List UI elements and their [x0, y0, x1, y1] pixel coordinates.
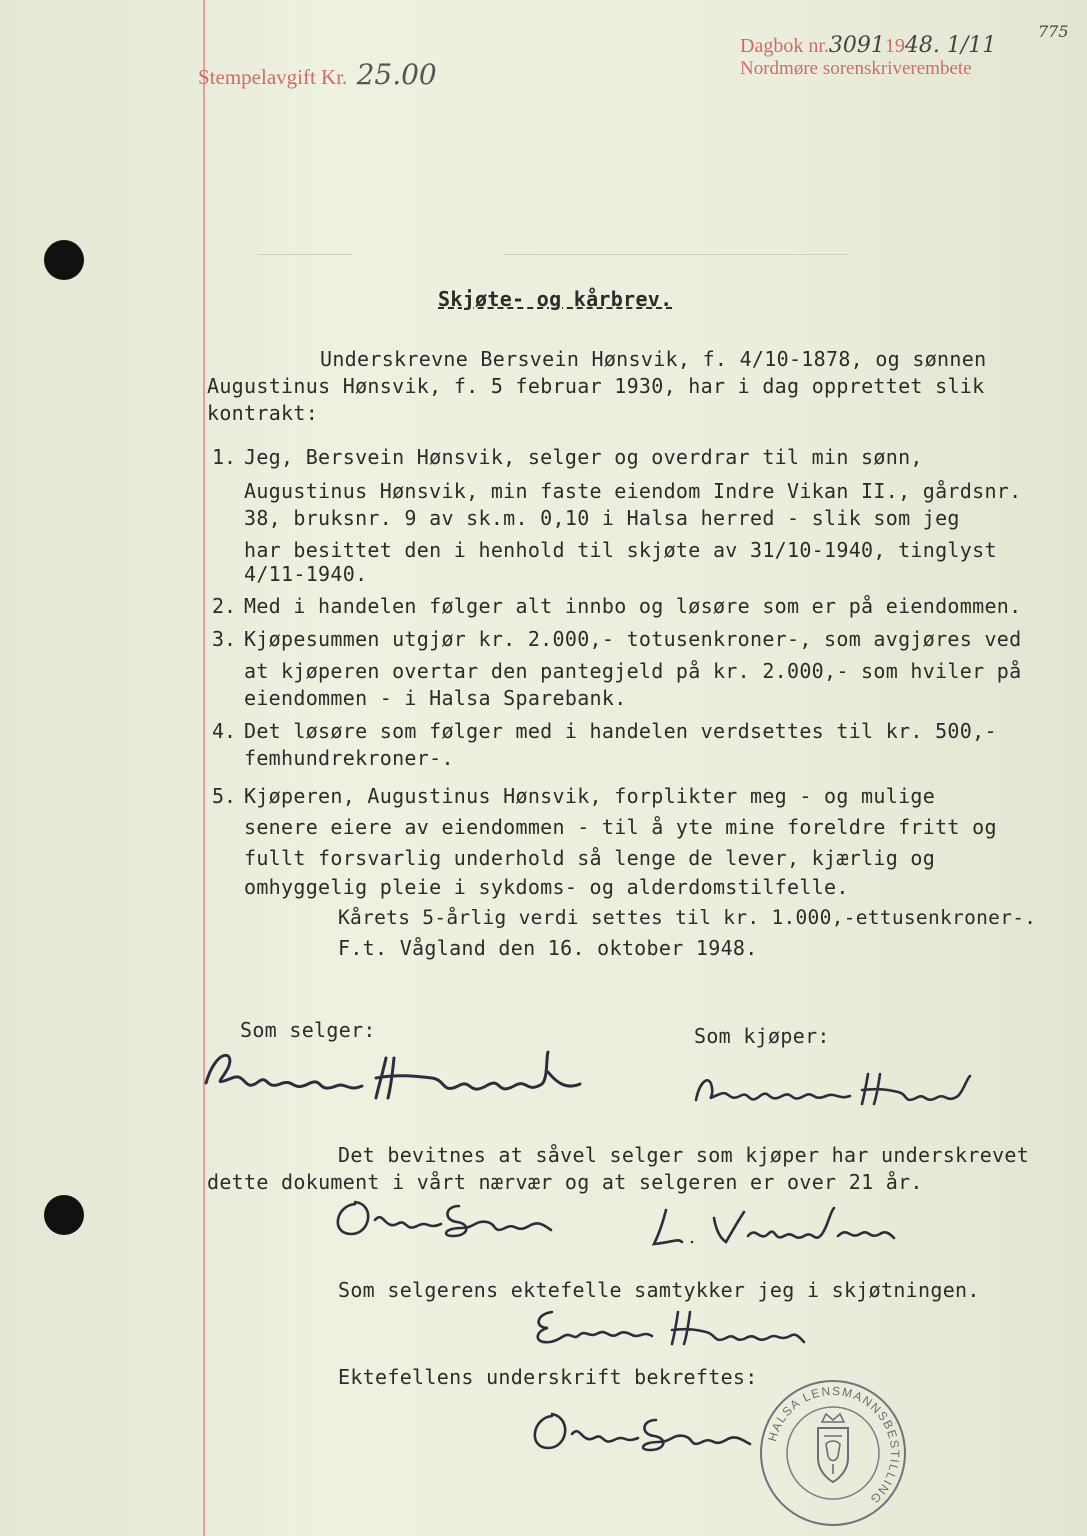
margin-line: [203, 0, 205, 1536]
seller-signature: [196, 1038, 606, 1108]
witness-line: Det bevitnes at såvel selger som kjøper har underskrevet: [338, 1143, 1030, 1167]
dagbok-stamp: Dagbok nr.30911948. 1/11: [740, 33, 997, 58]
confirm-signature: [522, 1402, 762, 1462]
intro-line: kontrakt:: [207, 401, 319, 425]
item-number: 1.: [212, 445, 237, 469]
item-line: senere eiere av eiendommen - til å yte mine foreldre fritt og: [244, 815, 997, 839]
item-line: 4/11-1940.: [244, 562, 368, 586]
item-line: Jeg, Bersvein Hønsvik, selger og overdrar til min sønn,: [244, 445, 923, 469]
stamp-fee-value: 25.00: [356, 58, 437, 91]
spouse-consent: Som selgerens ektefelle samtykker jeg i skjøtningen.: [338, 1278, 980, 1302]
intro-line: Underskrevne Bersvein Hønsvik, f. 4/10-1878, og sønnen: [320, 347, 987, 371]
item-line: femhundrekroner-.: [244, 746, 454, 770]
place-date: F.t. Vågland den 16. oktober 1948.: [338, 936, 758, 960]
item-number: 2.: [212, 594, 237, 618]
witness1-signature: [325, 1190, 565, 1245]
item-line: har besittet den i henhold til skjøte av 31/10-1940, tinglyst: [244, 538, 997, 562]
item-number: 5.: [212, 784, 237, 808]
spouse-confirmed: Ektefellens underskrift bekreftes:: [338, 1365, 758, 1389]
witness2-signature: [644, 1198, 904, 1253]
item-line: at kjøperen overtar den pantegjeld på kr. 2.000,- som hviler på: [244, 659, 1022, 683]
item-number: 4.: [212, 719, 237, 743]
buyer-label: Som kjøper:: [694, 1024, 830, 1048]
kaar-value: Kårets 5-årlig verdi settes til kr. 1.000,-ettusenkroner-.: [338, 906, 1037, 929]
svg-text:HALSA LENSMANNSBESTILLING: HALSA LENSMANNSBESTILLING: [765, 1383, 903, 1508]
punch-hole: [44, 1195, 84, 1235]
item-line: Augustinus Hønsvik, min faste eiendom Indre Vikan II., gårdsnr.: [244, 479, 1022, 503]
item-number: 3.: [212, 627, 237, 651]
witness-line: dette dokument i vårt nærvær og at selgeren er over 21 år.: [207, 1170, 923, 1194]
item-line: Det løsøre som følger med i handelen verdsettes til kr. 500,-: [244, 719, 997, 743]
intro-line: Augustinus Hønsvik, f. 5 februar 1930, har i dag opprettet slik: [207, 374, 985, 398]
stamp-fee: Stempelavgift Kr. 25.00: [198, 58, 437, 91]
buyer-signature: [690, 1060, 980, 1110]
item-line: eiendommen - i Halsa Sparebank.: [244, 686, 627, 710]
document-title: Skjøte- og kårbrev.: [438, 287, 673, 311]
bleed-through-rule: [258, 254, 353, 255]
official-seal-stamp: [758, 1378, 908, 1528]
item-line: omhyggelig pleie i sykdoms- og alderdomstilfelle.: [244, 875, 849, 899]
office-stamp: Nordmøre sorenskriverembete: [740, 58, 972, 79]
item-line: Kjøpesummen utgjør kr. 2.000,- totusenkroner-, som avgjøres ved: [244, 627, 1022, 651]
punch-hole: [44, 240, 84, 280]
page-number: 775: [1038, 22, 1069, 41]
bleed-through-rule: [504, 254, 849, 255]
item-line: Med i handelen følger alt innbo og løsøre som er på eiendommen.: [244, 594, 1022, 618]
item-line: fullt forsvarlig underhold så lenge de lever, kjærlig og: [244, 846, 936, 870]
seller-label: Som selger:: [240, 1018, 376, 1042]
item-line: 38, bruksnr. 9 av sk.m. 0,10 i Halsa herred - slik som jeg: [244, 506, 960, 530]
spouse-signature: [528, 1300, 818, 1350]
item-line: Kjøperen, Augustinus Hønsvik, forplikter meg - og mulige: [244, 784, 936, 808]
